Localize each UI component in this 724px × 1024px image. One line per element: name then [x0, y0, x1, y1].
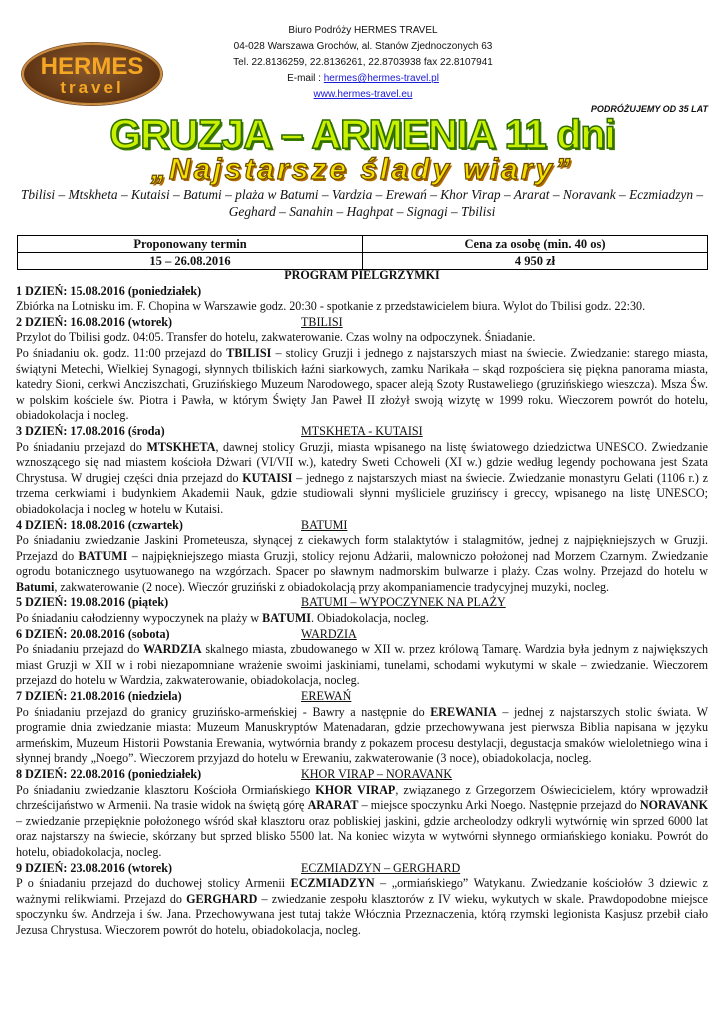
- day-7-text-2: – jednej z najstarszych stolic świata. W programie dnia zwiedzanie miasta: Muzeum Manuskryptów Matenadaran, gdzie przechowywana jest pierwsza Biblia napisana w języku armeńskim, Muzeum Historii Powstania Erewania, wytwórnia brandy z pokazem procesu destylacji, degustacja smaków wieloletniego wina i słynnej brandy „Noego”. Wieczorem przyjazd do hotelu w Erewaniu, zakwaterowanie (3 noce), obiadokolacja, nocleg.: [16, 704, 709, 766]
- day-2-heading: [16, 315, 708, 331]
- logo-text-hermes: HERMES: [40, 53, 144, 80]
- day-4-description: [16, 533, 708, 595]
- since-badge: PODRÓŻUJEMY OD 35 LAT: [590, 104, 708, 114]
- day-6-date: 6 DZIEŃ: 20.08.2016 (sobota): [16, 626, 170, 641]
- day-4-text-1: Po śniadaniu zwiedzanie Jaskini Prometeusza, słynącej z ciekawych form stalaktytów i stalagmitów, jednej z najpiękniejszych w Gruzji. Przejazd do: [16, 533, 708, 563]
- day-8-date: 8 DZIEŃ: 22.08.2016 (poniedziałek): [16, 767, 202, 781]
- day-8-text-4: – zwiedzanie przepięknie położonego wśród skał klasztoru oraz pobliskiej jaskini, gdzie archeolodzy odkryli wytwórnię win sprzed 6000 lat oraz najstarszy na świecie, skórzany but sprzed blisko 5500 lat. Na koniec wizyta w wytwórni słynnego ormiańskiego koniaku. Powrót do hotelu, obiadokolacja, nocleg.: [16, 813, 708, 859]
- day-7-bold-1: EREWANIA: [430, 704, 497, 719]
- day-2-place: TBILISI: [301, 314, 343, 329]
- day-6-heading: [16, 627, 708, 643]
- offer-row: [18, 253, 708, 270]
- offer-table: [17, 235, 708, 270]
- day-9-place: ECZMIADZYN – GERGHARD: [301, 860, 461, 875]
- agency-address: 04-028 Warszawa Grochów, al. Stanów Zjednoczonych 63: [233, 41, 493, 52]
- page-subtitle: „Najstarsze ślady wiary”: [150, 153, 574, 186]
- offer-header-row: [18, 236, 708, 253]
- agency-phones: Tel. 22.8136259, 22.8136261, 22.8703938 fax 22.8107941: [233, 57, 493, 68]
- day-8-text-3: – miejsce spoczynku Arki Noego. Następnie przejazd do: [358, 798, 640, 813]
- day-3-text-1: Po śniadaniu przejazd do: [16, 439, 147, 454]
- day-4-date: 4 DZIEŃ: 18.08.2016 (czwartek): [16, 517, 183, 532]
- day-8-bold-1: KHOR VIRAP: [315, 782, 396, 797]
- day-9-date: 9 DZIEŃ: 23.08.2016 (wtorek): [16, 860, 172, 875]
- day-2-bold-1: TBILISI: [226, 345, 272, 360]
- day-8-description: [16, 783, 708, 861]
- day-6-text-1: Po śniadaniu przejazd do: [16, 642, 144, 657]
- day-9-text-3: – zwiedzanie zespołu klasztorów z IV wieku, wykutych w skale. Prawdopodobne miejsce spoczynku św. Andrzeja i św. Jana. Przechowywana jest tutaj także Włócznia Przeznaczenia, którą rzymski legionista Kasjusz przebił ciało Jezusa Chrystusa. Wieczorem powrót do hotelu, obiadokolacja, nocleg.: [16, 891, 708, 937]
- day-3-description: [16, 440, 708, 518]
- day-3-heading: [16, 424, 708, 440]
- day-4-text-2: – najpiękniejszego miasta Gruzji, stolicy rejonu Adżarii, malowniczo położonej nad Morzem Czarnym. Zwiedzanie ogrodu botanicznego usytuowanego na wzgórzach. Spacer po sławnym nadmorskim bulwarze i plaży. Czas wolny. Przejazd do hotelu w: [16, 548, 708, 579]
- day-3-text-2: , dawnej stolicy Gruzji, miasta wpisanego na listę światowego dziedzictwa UNESCO. Zwiedzanie wznoszącego się nad miastem kościoła Dżwari (VI/VII w.), katedry Sweti Cchoweli (XI w.) gdzie według legendy pochowana jest Szata Chrystusa. W drugiej części dnia przejazd do: [16, 439, 709, 485]
- day-8-heading: [16, 767, 708, 783]
- logo-text-travel: travel: [60, 78, 124, 97]
- day-5-bold-1: BATUMI: [262, 611, 311, 626]
- day-3-bold-1: MTSKHETA: [146, 439, 216, 454]
- day-4-text-3: , zakwaterowanie (2 noce). Wieczór gruziński z obiadokolacją przy akompaniamencie tradycyjnej muzyki, nocleg.: [54, 579, 610, 594]
- day-7-description: [16, 705, 708, 767]
- day-2-date: 2 DZIEŃ: 16.08.2016 (wtorek): [16, 314, 172, 329]
- day-4-bold-2: Batumi: [16, 579, 55, 594]
- day-9-bold-1: ECZMIADZYN: [290, 876, 375, 891]
- day-6-description: [16, 642, 708, 689]
- day-8-text-1: Po śniadaniu zwiedzanie klasztoru Kościoła Ormiańskiego: [16, 782, 316, 797]
- website-link[interactable]: www.hermes-travel.eu: [313, 89, 413, 100]
- day-6-place: WARDZIA: [301, 626, 357, 641]
- day-5-text-1: Po śniadaniu całodzienny wypoczynek na plaży w: [16, 611, 263, 626]
- day-5-date: 5 DZIEŃ: 19.08.2016 (piątek): [16, 595, 169, 610]
- day-5-text-2: . Obiadokolacja, nocleg.: [311, 611, 429, 626]
- day-9-bold-2: GERGHARD: [186, 891, 258, 906]
- day-2-text-3: – stolicy Gruzji i jednego z najstarszych miast na świecie. Zwiedzanie: starego miasta, świątyni Metechi, Wielkiej Synagogi, słynnych tbiliskich łaźni siarkowych, zamku Narikała – skąd rozpościera się piękna panorama miasta, katedry Sioni, cerkwi Ancziszchati, Gruzińskiego Muzeum Narodowego, spacer aleją Szoty Rustaweliego (gruzińskiego wieszcza). Msza Św. w polskim kościele św. Piotra i Pawła, w którym Święty Jan Paweł II złożył swoją wizytę w 1999 roku. Wieczorem powrót do hotelu, obiadokolacja i nocleg.: [16, 345, 708, 423]
- day-5-heading: [16, 595, 708, 611]
- day-8-bold-3: NORAVANK: [639, 798, 708, 813]
- day-5-place: BATUMI – WYPOCZYNEK NA PLAŻY: [301, 595, 506, 610]
- route-list: Tbilisi – Mtskheta – Kutaisi – Batumi – plaża w Batumi – Vardzia – Erewań – Khor Virap – Ararat – Noravank – Eczmiadzyn – Geghard – Sanahin – Haghpat – Signagi – Tbilisi: [20, 187, 704, 219]
- day-3-date: 3 DZIEŃ: 17.08.2016 (środa): [16, 423, 165, 438]
- day-8-place: KHOR VIRAP – NORAVANK: [301, 767, 453, 781]
- email-label: E-mail :: [287, 73, 324, 84]
- page-title: GRUZJA – ARMENIA 11 dni: [109, 111, 615, 157]
- day-1-heading: [16, 284, 708, 300]
- day-9-heading: [16, 861, 708, 877]
- agency-www-line: [190, 87, 536, 103]
- day-3-place: MTSKHETA - KUTAISI: [301, 423, 423, 438]
- hermes-logo: [22, 43, 162, 105]
- day-3-text-3: – jednego z najstarszych miast na świecie. Zwiedzanie monastyru Gelati (1106 r.) z trzema cerkwiami i budynkiem Akademii Nauk, gdzie studiowali słynni myśliciele gruzińscy i greccy, wpisanego na listę UNESCO; obiadokolacja i nocleg w hotelu w Kutaisi.: [16, 470, 708, 516]
- day-2-text-2: Po śniadaniu ok. godz. 11:00 przejazd do: [16, 345, 227, 360]
- day-6-bold-1: WARDZIA: [143, 642, 202, 657]
- day-9-description: [16, 876, 708, 938]
- program: [16, 268, 708, 939]
- offer-price-header: Cena za osobę (min. 40 os): [363, 236, 708, 253]
- offer-term-header: Proponowany termin: [18, 236, 363, 253]
- day-7-date: 7 DZIEŃ: 21.08.2016 (niedziela): [16, 689, 182, 704]
- agency-contact: [190, 23, 536, 103]
- day-1-description: Zbiórka na Lotnisku im. F. Chopina w Warszawie godz. 20:30 - spotkanie z przedstawicielem biura. Wylot do Tbilisi godz. 22:30.: [16, 299, 646, 314]
- day-2-text-1: Przylot do Tbilisi godz. 04:05. Transfer do hotelu, zakwaterowanie. Czas wolny na odpoczynek. Śniadanie.: [16, 330, 536, 345]
- day-7-place: EREWAŃ: [301, 689, 352, 704]
- day-8-text-2: , związanego z Grzegorzem Oświecicielem, który wprowadził chrześcijaństwo w Armenii. Na trasie widok na świętą górę: [16, 782, 708, 813]
- email-link[interactable]: hermes@hermes-travel.pl: [323, 73, 439, 84]
- agency-email-line: [190, 71, 536, 87]
- day-4-place: BATUMI: [301, 517, 348, 532]
- day-8-bold-2: ARARAT: [307, 798, 359, 813]
- day-4-bold-1: BATUMI: [78, 548, 128, 563]
- program-title: PROGRAM PIELGRZYMKI: [284, 268, 440, 282]
- day-9-text-1: P o śniadaniu przejazd do duchowej stolicy Armenii: [16, 876, 291, 891]
- offer-term: 15 – 26.08.2016: [18, 253, 363, 270]
- agency-name: Biuro Podróży HERMES TRAVEL: [288, 25, 438, 36]
- day-2-description: [16, 330, 708, 424]
- day-9-text-2: – „ormiańskiego” Watykanu. Zwiedzanie kościołów 3 dziewic z ważnymi relikwiami. Przejazd do: [16, 876, 708, 906]
- day-3-bold-2: KUTAISI: [242, 470, 293, 485]
- offer-price: 4 950 zł: [363, 253, 708, 270]
- day-7-text-1: Po śniadaniu przejazd do granicy gruzińsko-armeńskiej - Bawry a następnie do: [16, 704, 431, 719]
- day-1-date: 1 DZIEŃ: 15.08.2016 (poniedziałek): [16, 283, 202, 298]
- day-6-text-2: skalnego miasta, zbudowanego w XII w. przez królową Tamarę. Wardzia była jednym z największych miast Gruzji w XII w i robi niezapomniane wrażenie swoimi jaskiniami, tunelami, schodami wykutymi w skale – zwiedzanie. Wieczorem przejazd do hotelu w Wardzia, zakwaterowanie, obiadokolacja, nocleg.: [16, 642, 708, 688]
- day-7-heading: [16, 689, 708, 705]
- day-5-description: [16, 611, 708, 627]
- day-4-heading: [16, 518, 708, 534]
